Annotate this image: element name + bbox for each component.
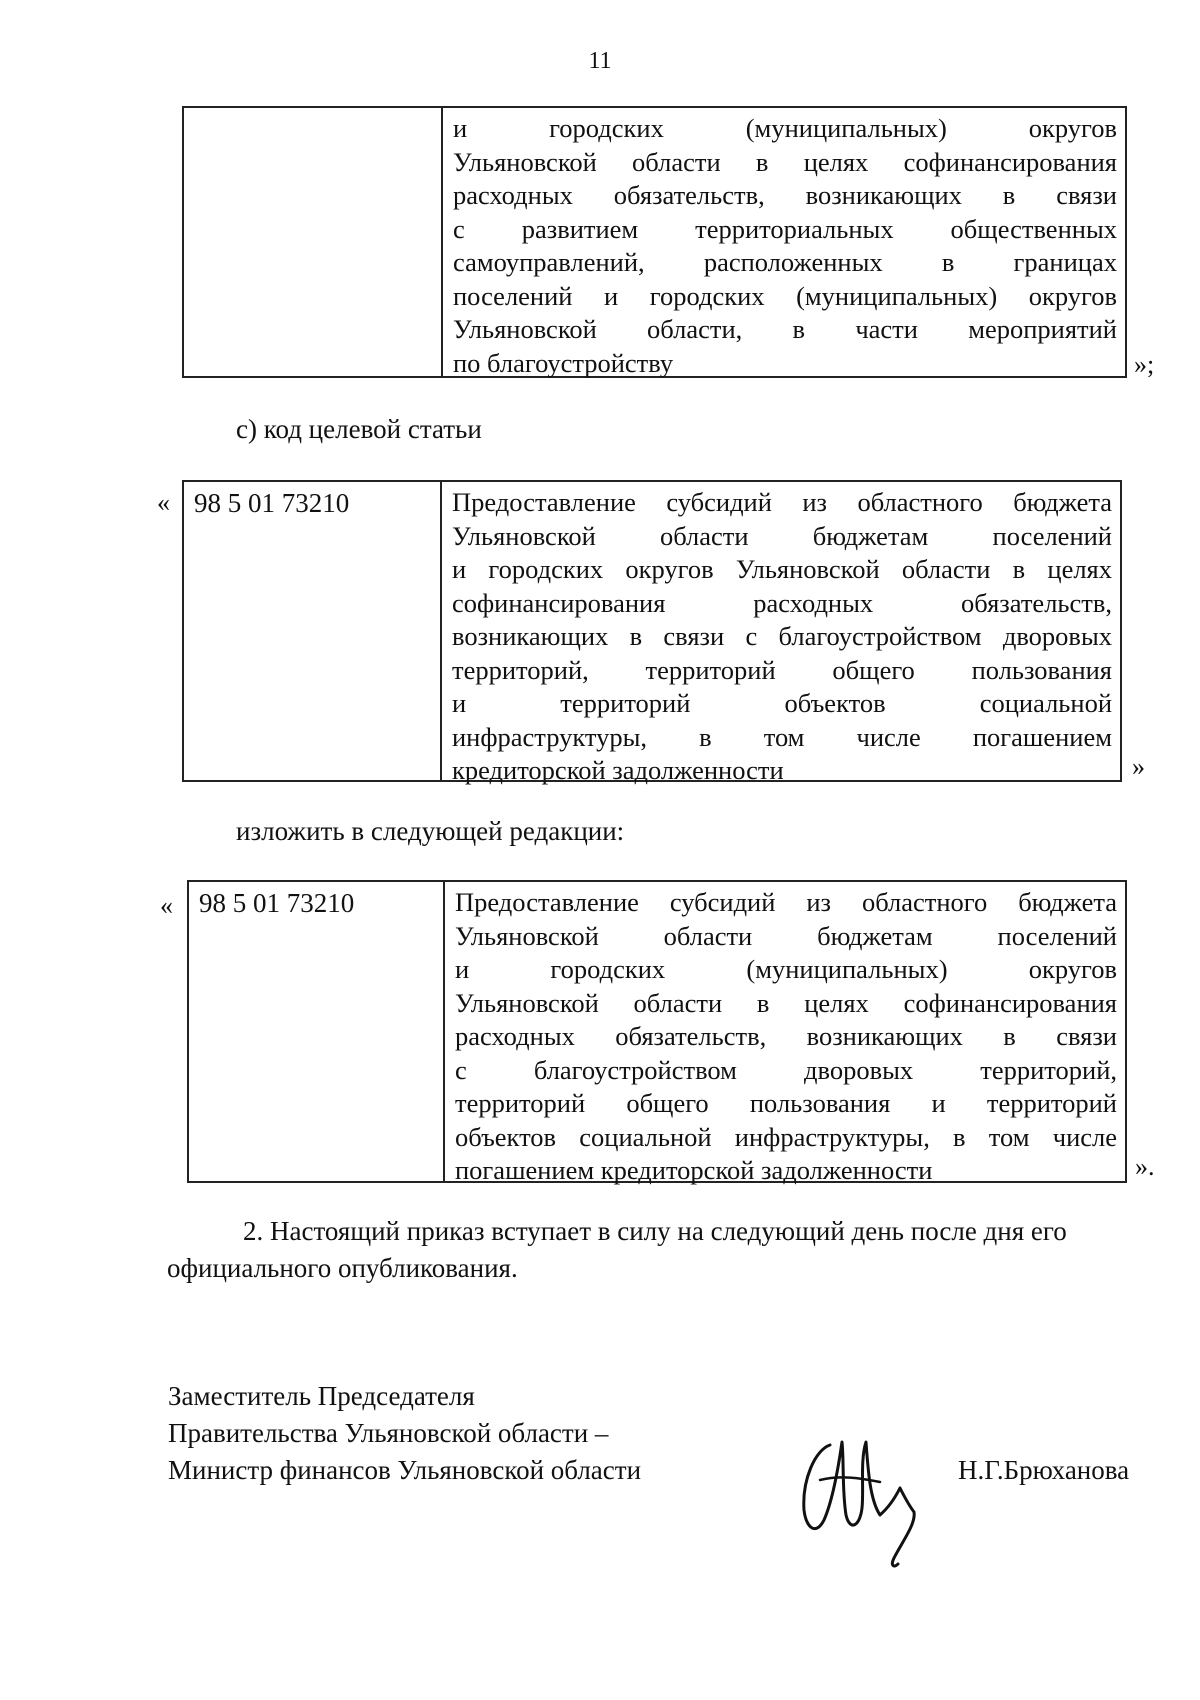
- description-line: территорий, территорий общего пользования: [452, 654, 1112, 685]
- handwritten-signature: [790, 1420, 930, 1570]
- close-quote-mark: »;: [1134, 350, 1155, 379]
- table-old-version: [182, 480, 1122, 785]
- signatory-position-line-3: Министр финансов Ульяновской области: [168, 1455, 642, 1485]
- paragraph-2-line-1: 2. Настоящий приказ вступает в силу на следующий день после дня его: [243, 1216, 1067, 1246]
- paragraph-2-line-2: официального опубликования.: [167, 1253, 518, 1283]
- description-line: территорий общего пользования и территорий: [455, 1088, 1117, 1118]
- description-line: объектов социальной инфраструктуры, в том числе: [455, 1121, 1117, 1152]
- description-line: с развитием территориальных общественных: [453, 213, 1117, 244]
- description-line: с благоустройством дворовых территорий,: [455, 1054, 1117, 1085]
- description-line: по благоустройству: [453, 347, 674, 378]
- description-line: Ульяновской области в целях софинансирования: [453, 146, 1117, 177]
- code-cell: 98 5 01 73210: [189, 882, 445, 1181]
- paragraph-edit: изложить в следующей редакции:: [236, 816, 625, 846]
- close-quote-mark: »: [1132, 752, 1145, 781]
- paragraph-c: с) код целевой статьи: [236, 414, 482, 444]
- open-quote-mark: «: [160, 891, 173, 920]
- table-continuation: [182, 106, 1127, 378]
- description-line: погашением кредиторской задолженности: [455, 1155, 933, 1185]
- description-line: расходных обязательств, возникающих в связи: [455, 1021, 1117, 1051]
- close-quote-mark: ».: [1135, 1152, 1155, 1181]
- table-new-version: [187, 880, 1127, 1183]
- description-line: расходных обязательств, возникающих в связи: [453, 180, 1117, 210]
- description-line: Ульяновской области в целях софинансирования: [455, 987, 1117, 1018]
- code-cell: 98 5 01 73210: [184, 482, 442, 780]
- description-line: Ульяновской области бюджетам поселений: [455, 920, 1117, 951]
- description-line: Ульяновской области, в части мероприятий: [453, 314, 1117, 344]
- open-quote-mark: «: [157, 488, 170, 517]
- description-line: поселений и городских (муниципальных) округов: [453, 280, 1117, 311]
- description-line: и городских (муниципальных) округов: [453, 113, 1117, 143]
- code-cell: [184, 108, 443, 376]
- signatory-name: Н.Г.Брюханова: [958, 1455, 1130, 1485]
- description-line: самоуправлений, расположенных в границах: [453, 247, 1117, 277]
- description-line: Ульяновской области бюджетам поселений: [452, 520, 1112, 551]
- description-cell: [442, 482, 1120, 785]
- description-cell: [443, 108, 1125, 376]
- page-number: 11: [588, 48, 612, 74]
- description-line: Предоставление субсидий из областного бюджета: [455, 887, 1117, 917]
- description-line: кредиторской задолженности: [452, 755, 784, 785]
- signatory-position-line-1: Заместитель Председателя: [168, 1381, 475, 1411]
- description-line: возникающих в связи с благоустройством дворовых: [452, 621, 1112, 651]
- description-line: и городских (муниципальных) округов: [455, 954, 1117, 984]
- description-cell: [445, 882, 1125, 1185]
- description-line: и городских округов Ульяновской области в целях: [452, 554, 1112, 584]
- signatory-position-line-2: Правительства Ульяновской области –: [168, 1418, 609, 1448]
- description-line: Предоставление субсидий из областного бюджета: [452, 487, 1112, 517]
- description-line: софинансирования расходных обязательств,: [452, 587, 1112, 618]
- description-line: и территорий объектов социальной: [452, 688, 1112, 718]
- description-line: инфраструктуры, в том числе погашением: [452, 721, 1112, 752]
